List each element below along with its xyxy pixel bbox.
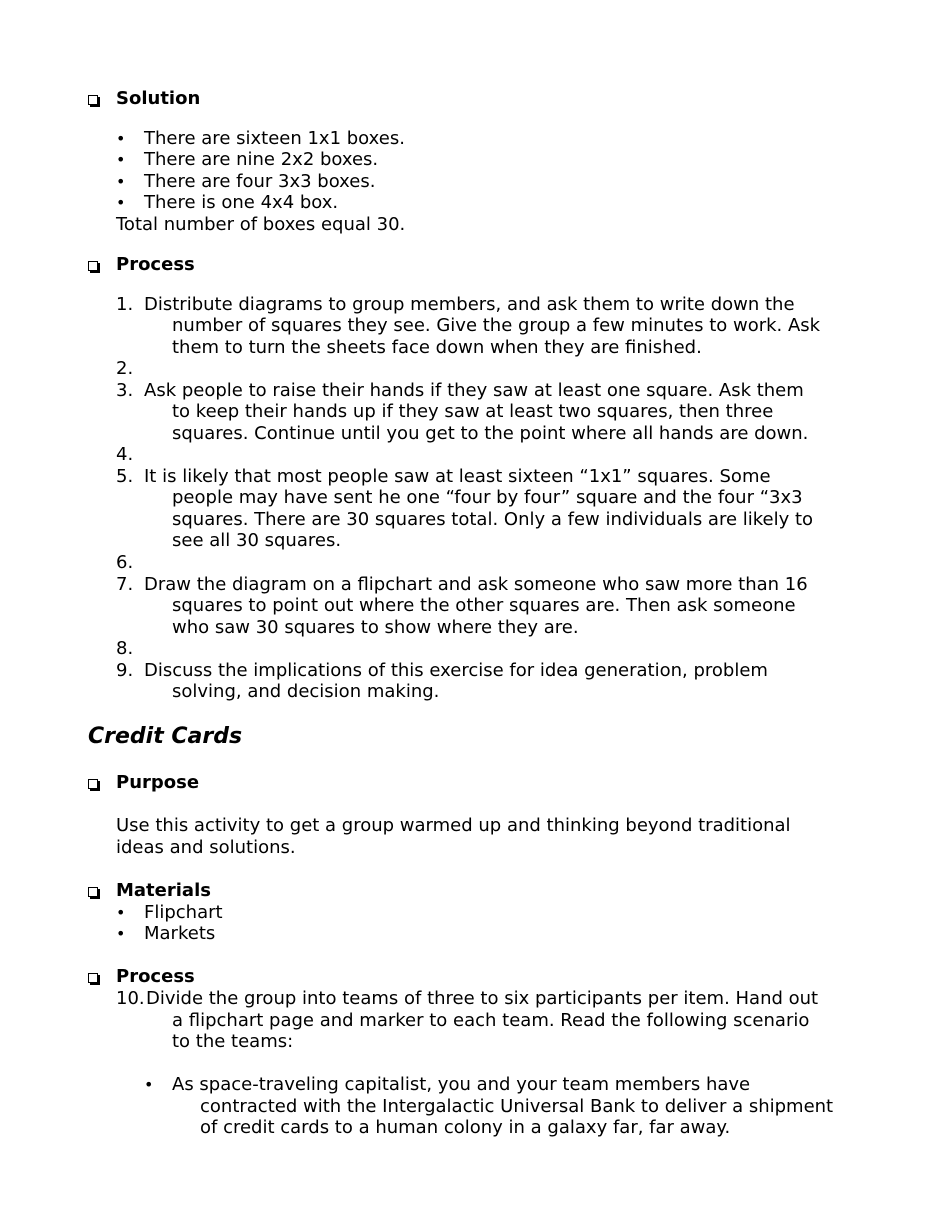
process-heading: Process [116, 254, 195, 275]
checkbox-bullet-icon [88, 261, 98, 271]
list-item-line: Divide the group into teams of three to six participants per item. Hand out [146, 988, 819, 1009]
materials-item: Flipchart [144, 902, 223, 923]
section-title: Credit Cards [88, 724, 243, 749]
purpose-text: Use this activity to get a group warmed up and thinking beyond traditional [116, 815, 791, 836]
list-item-line: who saw 30 squares to show where they are. [172, 617, 579, 638]
list-item-line: a flipchart page and marker to each team. Read the following scenario [172, 1010, 810, 1031]
list-item-line: Ask people to raise their hands if they saw at least one square. Ask them [144, 380, 804, 401]
list-item-line: see all 30 squares. [172, 530, 342, 551]
bullet-icon: • [116, 172, 126, 191]
list-number: 1. [116, 294, 134, 315]
scenario-line: As space-traveling capitalist, you and your team members have [172, 1074, 751, 1095]
bullet-icon: • [116, 924, 126, 943]
solution-bullet: There are four 3x3 boxes. [144, 171, 376, 192]
list-item-line: Discuss the implications of this exercise for idea generation, problem [144, 660, 768, 681]
scenario-line: of credit cards to a human colony in a galaxy far, far away. [200, 1117, 731, 1138]
list-item-line: people may have sent he one “four by four” square and the four “3x3 [172, 487, 803, 508]
list-number: 8. [116, 638, 134, 659]
list-number: 9. [116, 660, 134, 681]
list-number: 3. [116, 380, 134, 401]
list-number: 6. [116, 552, 134, 573]
bullet-icon: • [144, 1075, 154, 1094]
solution-total: Total number of boxes equal 30. [116, 214, 406, 235]
checkbox-bullet-icon [88, 887, 98, 897]
bullet-icon: • [116, 903, 126, 922]
bullet-icon: • [116, 150, 126, 169]
list-item-line: squares. There are 30 squares total. Only a few individuals are likely to [172, 509, 814, 530]
bullet-icon: • [116, 129, 126, 148]
list-item-line: Distribute diagrams to group members, and ask them to write down the [144, 294, 795, 315]
list-number: 10. [116, 988, 145, 1009]
solution-bullet: There is one 4x4 box. [144, 192, 339, 213]
list-item-line: them to turn the sheets face down when they are finished. [172, 337, 702, 358]
checkbox-bullet-icon [88, 779, 98, 789]
list-number: 7. [116, 574, 134, 595]
list-number: 5. [116, 466, 134, 487]
materials-heading: Materials [116, 880, 211, 901]
list-item-line: to the teams: [172, 1031, 294, 1052]
list-item-line: It is likely that most people saw at least sixteen “1x1” squares. Some [144, 466, 771, 487]
solution-heading: Solution [116, 88, 201, 109]
materials-item: Markets [144, 923, 216, 944]
list-item-line: Draw the diagram on a flipchart and ask someone who saw more than 16 [144, 574, 808, 595]
process-heading: Process [116, 966, 195, 987]
solution-bullet: There are nine 2x2 boxes. [144, 149, 379, 170]
list-item-line: solving, and decision making. [172, 681, 440, 702]
purpose-heading: Purpose [116, 772, 200, 793]
purpose-text: ideas and solutions. [116, 837, 296, 858]
list-number: 4. [116, 444, 134, 465]
list-item-line: squares. Continue until you get to the point where all hands are down. [172, 423, 809, 444]
list-number: 2. [116, 358, 134, 379]
solution-bullet: There are sixteen 1x1 boxes. [144, 128, 405, 149]
list-item-line: number of squares they see. Give the group a few minutes to work. Ask [172, 315, 821, 336]
checkbox-bullet-icon [88, 95, 98, 105]
list-item-line: to keep their hands up if they saw at least two squares, then three [172, 401, 774, 422]
bullet-icon: • [116, 193, 126, 212]
checkbox-bullet-icon [88, 973, 98, 983]
scenario-line: contracted with the Intergalactic Universal Bank to deliver a shipment [200, 1096, 834, 1117]
list-item-line: squares to point out where the other squares are. Then ask someone [172, 595, 796, 616]
